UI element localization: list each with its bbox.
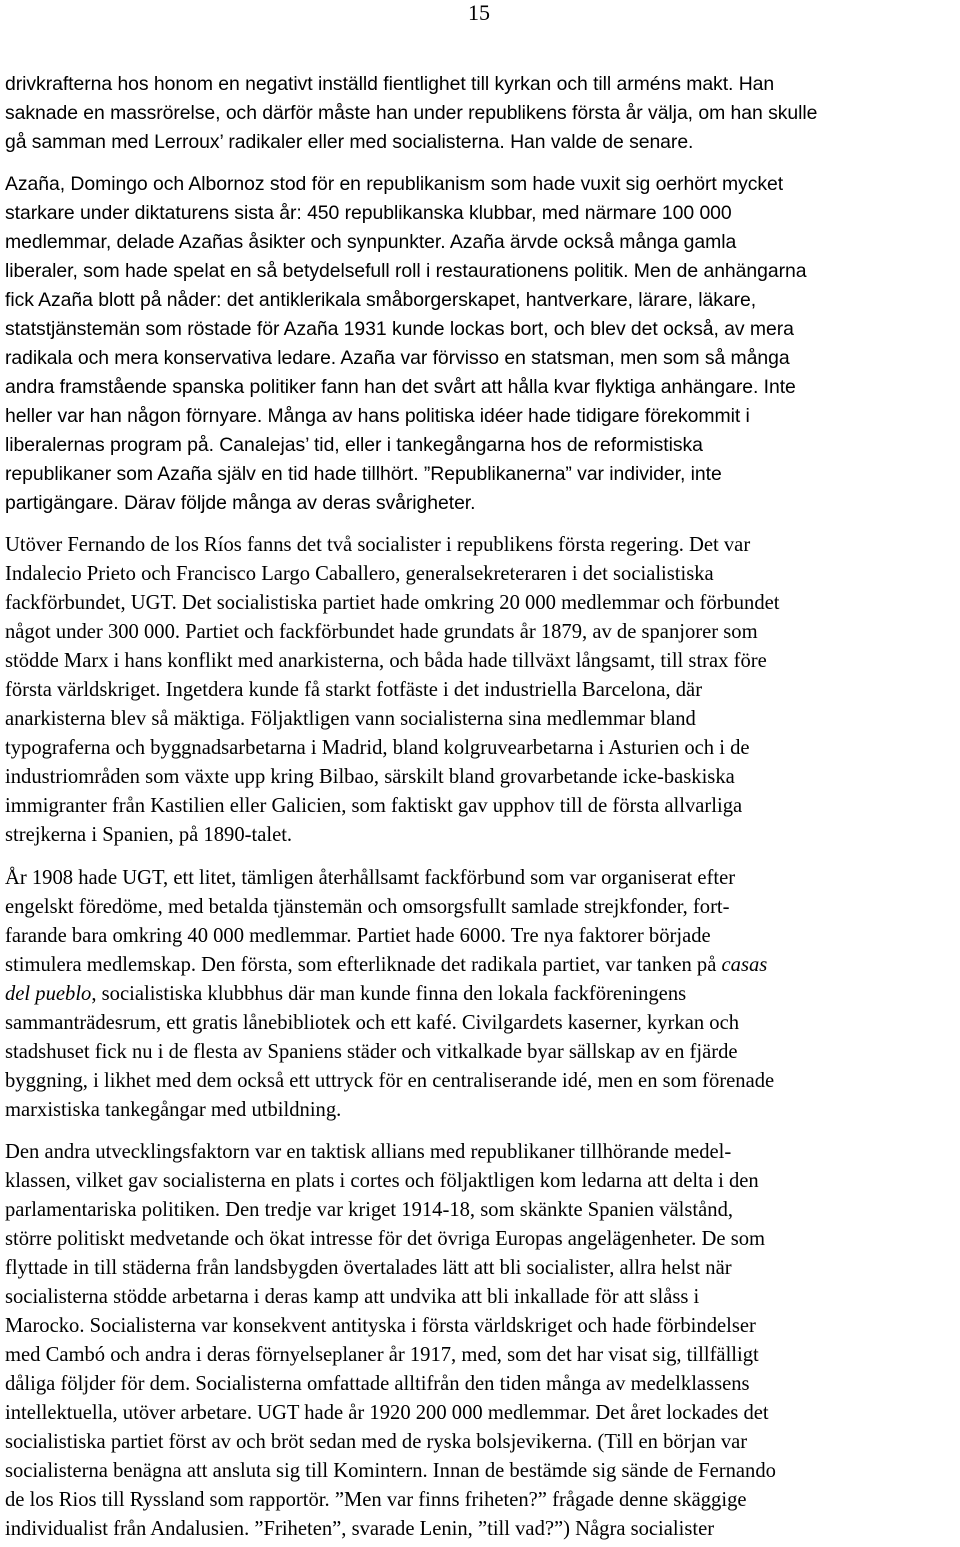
text-line: något under 300 000. Partiet och fackförbundet hade grundats år 1879, av de spanjorer som	[5, 621, 758, 643]
text-line: fick Azaña blott på nåder: det antiklerikala småborgerskapet, hantverkare, lärare, läkare,	[5, 289, 757, 311]
text-line: större politiskt medvetande och ökat intresse för det övriga Europas angelägenheter. De som	[5, 1228, 766, 1250]
text-line: farande bara omkring 40 000 medlemmar. Partiet hade 6000. Tre nya faktorer började	[5, 925, 711, 947]
text-line: Azaña, Domingo och Albornoz stod för en republikanism som hade vuxit sig oerhört mycket	[5, 173, 784, 195]
text-line: Utöver Fernando de los Ríos fanns det två socialister i republikens första regering. Det var	[5, 534, 751, 556]
text-line: första världskriget. Ingetdera kunde få starkt fotfäste i det industriella Barcelona, där	[5, 679, 703, 701]
text-line: byggning, i likhet med dem också ett uttryck för en centraliserande idé, men en som förenade	[5, 1070, 775, 1092]
text-line: republikaner som Azaña själv en tid hade tillhört. ”Republikanerna” var individer, inte	[5, 463, 722, 485]
text-line: starkare under diktaturens sista år: 450 republikanska klubbar, med närmare 100 000	[5, 202, 732, 224]
text-line: med Cambó och andra i deras förnyelseplaner år 1917, med, som det har visat sig, tillfälligt	[5, 1344, 759, 1366]
text-line: gå samman med Lerroux’ radikaler eller med socialisterna. Han valde de senare.	[5, 131, 694, 153]
text-line: sammanträdesrum, ett gratis lånebibliotek och ett kafé. Civilgardets kaserner, kyrkan och	[5, 1012, 740, 1034]
text-line: strejkerna i Spanien, på 1890-talet.	[5, 824, 293, 846]
text-line: Indalecio Prieto och Francisco Largo Caballero, generalsekreteraren i det socialistiska	[5, 563, 714, 585]
text-line: stimulera medlemskap. Den första, som efterliknade det radikala partiet, var tanken på casas	[5, 954, 768, 976]
text-line: immigranter från Kastilien eller Galicien, som faktiskt gav upphov till de första allvarliga	[5, 795, 743, 817]
text-line: engelskt föredöme, med betalda tjänstemän och omsorgsfullt samlade strejkfonder, fort-	[5, 896, 730, 918]
text-line: liberalernas program på. Canalejas’ tid, eller i tankegångarna hos de reformistiska	[5, 434, 703, 456]
text-line: stödde Marx i hans konflikt med anarkisterna, och båda hade tillväxt långsamt, till strax före	[5, 650, 767, 672]
text-line: statstjänstemän som röstade för Azaña 1931 kunde lockas bort, och blev det också, av mera	[5, 318, 794, 340]
text-line: heller var han någon förnyare. Många av hans politiska idéer hade tidigare förekommit i	[5, 405, 750, 427]
text-line: saknade en massrörelse, och därför måste han under republikens första år välja, om han skulle	[5, 102, 818, 124]
text-line: liberaler, som hade spelat en så betydelsefull roll i restaurationens politik. Men de anhängarna	[5, 260, 807, 282]
text-line: radikala och mera konservativa ledare. Azaña var förvisso en statsman, men som så många	[5, 347, 790, 369]
text-line: medlemmar, delade Azañas åsikter och synpunkter. Azaña ärvde också många gamla	[5, 231, 737, 253]
text-line: flyttade in till städerna från landsbygden övertalades lätt att bli socialister, allra helst när	[5, 1257, 732, 1279]
text-line: parlamentariska politiken. Den tredje var kriget 1914-18, som skänkte Spanien välstånd,	[5, 1199, 734, 1221]
text-line: de los Rios till Ryssland som rapportör. ”Men var finns friheten?” frågade denne skäggige	[5, 1489, 747, 1511]
text-line: andra framstående spanska politiker fann han det svårt att hålla kvar flyktiga anhängare. Inte	[5, 376, 796, 398]
text-line: anarkisterna blev så mäktiga. Följaktligen vann socialisterna sina medlemmar bland	[5, 708, 696, 730]
text-line: individualist från Andalusien. ”Friheten”, svarade Lenin, ”till vad?”) Några socialister	[5, 1518, 715, 1540]
text-line: Marocko. Socialisterna var konsekvent antityska i första världskriget och hade förbindelser	[5, 1315, 756, 1337]
text-line: partigängare. Därav följde många av deras svårigheter.	[5, 492, 476, 514]
page-number: 15	[468, 0, 490, 25]
text-line: socialisterna stödde arbetarna i deras kamp att undvika att bli inkallade för att slåss i	[5, 1286, 700, 1308]
text-line: dåliga följder för dem. Socialisterna omfattade alltifrån den tiden många av medelklassens	[5, 1373, 750, 1395]
text-line: socialistiska partiet först av och bröt sedan med de ryska bolsjevikerna. (Till en början var	[5, 1431, 748, 1453]
text-line: socialisterna benägna att ansluta sig till Komintern. Innan de bestämde sig sände de Fernando	[5, 1460, 776, 1482]
text-line: typograferna och byggnadsarbetarna i Madrid, bland kolgruvearbetarna i Asturien och i de	[5, 737, 750, 759]
text-line: intellektuella, utöver arbetare. UGT hade år 1920 200 000 medlemmar. Det året lockades det	[5, 1402, 769, 1424]
text-line: Den andra utvecklingsfaktorn var en taktisk allians med republikaner tillhörande medel-	[5, 1141, 732, 1163]
text-line: År 1908 hade UGT, ett litet, tämligen återhållsamt fackförbund som var organiserat efter	[5, 867, 736, 889]
text-line: klassen, vilket gav socialisterna en plats i cortes och följaktligen kom ledarna att delta i den	[5, 1170, 759, 1192]
text-line: marxistiska tankegångar med utbildning.	[5, 1099, 342, 1121]
text-line: del pueblo, socialistiska klubbhus där man kunde finna den lokala fackföreningens	[5, 983, 687, 1005]
text-line: stadshuset fick nu i de flesta av Spaniens städer och vitkalkade byar sällskap av en fjärde	[5, 1041, 738, 1063]
text-line: industriområden som växte upp kring Bilbao, särskilt bland grovarbetande icke-baskiska	[5, 766, 735, 788]
text-line: drivkrafterna hos honom en negativt inställd fientlighet till kyrkan och till arméns makt. Han	[5, 73, 775, 95]
text-line: fackförbundet, UGT. Det socialistiska partiet hade omkring 20 000 medlemmar och förbundet	[5, 592, 780, 614]
